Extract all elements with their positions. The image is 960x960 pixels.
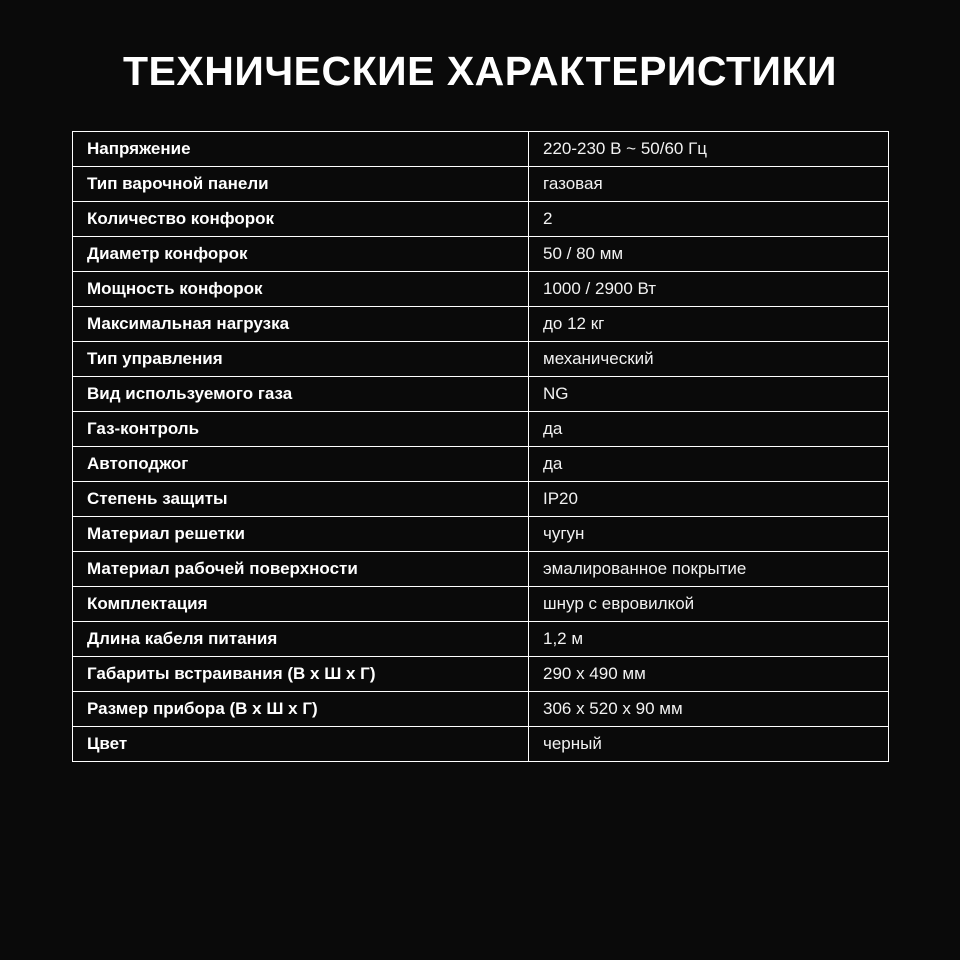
- spec-value-cell: до 12 кг: [529, 307, 889, 342]
- specifications-table: [72, 131, 889, 762]
- spec-parameter-cell: Длина кабеля питания: [73, 622, 529, 657]
- spec-parameter-cell: Цвет: [73, 727, 529, 762]
- spec-value-cell: 1000 / 2900 Вт: [529, 272, 889, 307]
- spec-parameter-cell: Габариты встраивания (В х Ш х Г): [73, 657, 529, 692]
- spec-parameter-cell: Мощность конфорок: [73, 272, 529, 307]
- spec-value-cell: эмалированное покрытие: [529, 552, 889, 587]
- table-row: [73, 482, 889, 517]
- spec-parameter-cell: Максимальная нагрузка: [73, 307, 529, 342]
- spec-value-cell: шнур с евровилкой: [529, 587, 889, 622]
- spec-value-cell: 220-230 В ~ 50/60 Гц: [529, 132, 889, 167]
- table-row: [73, 307, 889, 342]
- specifications-table-body: [73, 132, 889, 762]
- spec-parameter-cell: Газ-контроль: [73, 412, 529, 447]
- spec-value-cell: 306 х 520 х 90 мм: [529, 692, 889, 727]
- spec-value-cell: NG: [529, 377, 889, 412]
- table-row: [73, 552, 889, 587]
- table-row: [73, 727, 889, 762]
- table-row: [73, 622, 889, 657]
- spec-parameter-cell: Количество конфорок: [73, 202, 529, 237]
- table-row: [73, 412, 889, 447]
- spec-parameter-cell: Тип управления: [73, 342, 529, 377]
- table-row: [73, 202, 889, 237]
- table-row: [73, 272, 889, 307]
- spec-value-cell: IP20: [529, 482, 889, 517]
- page-title: ТЕХНИЧЕСКИЕ ХАРАКТЕРИСТИКИ: [123, 48, 837, 94]
- spec-value-cell: 1,2 м: [529, 622, 889, 657]
- spec-parameter-cell: Размер прибора (В х Ш х Г): [73, 692, 529, 727]
- spec-parameter-cell: Вид используемого газа: [73, 377, 529, 412]
- spec-value-cell: 2: [529, 202, 889, 237]
- spec-value-cell: газовая: [529, 167, 889, 202]
- table-row: [73, 587, 889, 622]
- spec-parameter-cell: Материал рабочей поверхности: [73, 552, 529, 587]
- table-row: [73, 167, 889, 202]
- spec-value-cell: 50 / 80 мм: [529, 237, 889, 272]
- spec-parameter-cell: Диаметр конфорок: [73, 237, 529, 272]
- spec-value-cell: механический: [529, 342, 889, 377]
- spec-parameter-cell: Комплектация: [73, 587, 529, 622]
- spec-value-cell: чугун: [529, 517, 889, 552]
- spec-value-cell: да: [529, 447, 889, 482]
- spec-parameter-cell: Материал решетки: [73, 517, 529, 552]
- table-row: [73, 447, 889, 482]
- table-row: [73, 517, 889, 552]
- spec-parameter-cell: Степень защиты: [73, 482, 529, 517]
- table-row: [73, 342, 889, 377]
- spec-parameter-cell: Автоподжог: [73, 447, 529, 482]
- spec-value-cell: да: [529, 412, 889, 447]
- table-row: [73, 377, 889, 412]
- spec-parameter-cell: Напряжение: [73, 132, 529, 167]
- spec-parameter-cell: Тип варочной панели: [73, 167, 529, 202]
- table-row: [73, 657, 889, 692]
- spec-value-cell: 290 х 490 мм: [529, 657, 889, 692]
- table-row: [73, 132, 889, 167]
- table-row: [73, 237, 889, 272]
- table-row: [73, 692, 889, 727]
- spec-value-cell: черный: [529, 727, 889, 762]
